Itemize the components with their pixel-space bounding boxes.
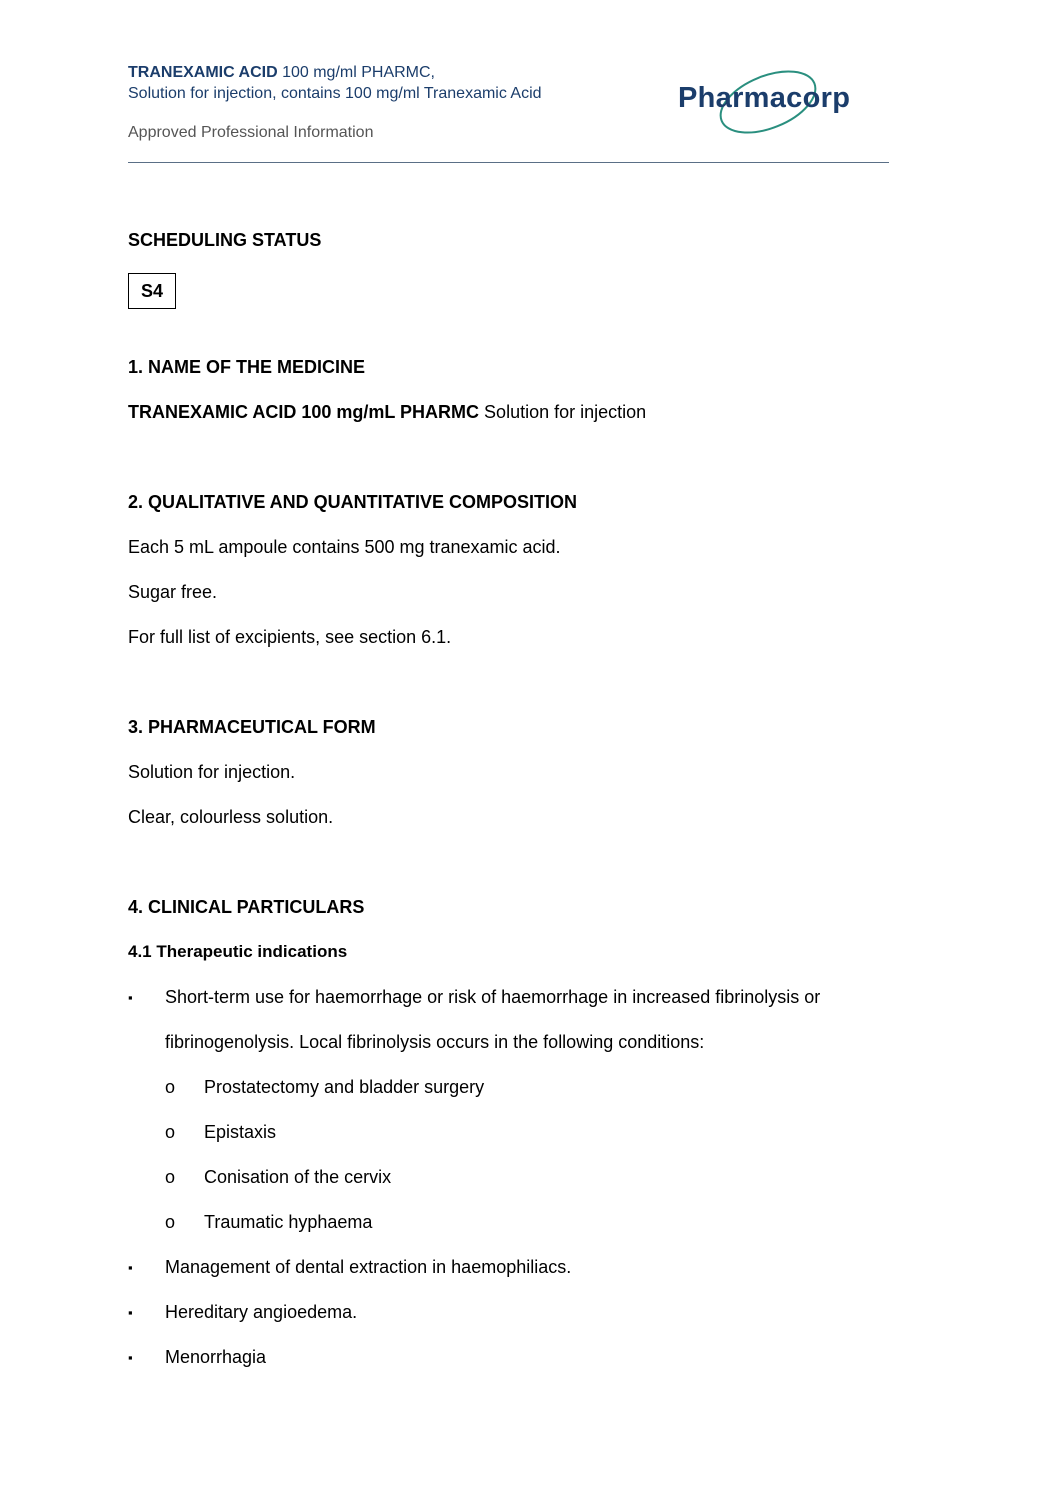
sub-bullet-marker: o bbox=[165, 1167, 176, 1187]
section-4-heading: 4. CLINICAL PARTICULARS bbox=[128, 897, 365, 917]
composition-line: For full list of excipients, see section 6.1. bbox=[128, 627, 452, 647]
composition-line: Each 5 mL ampoule contains 500 mg tranexamic acid. bbox=[128, 537, 561, 557]
medicine-name-bold: TRANEXAMIC ACID 100 mg/mL PHARMC bbox=[128, 402, 480, 422]
bullet-marker: ▪ bbox=[128, 1350, 133, 1365]
bullet-marker: ▪ bbox=[128, 1260, 133, 1275]
header-divider bbox=[128, 162, 889, 163]
indication-item: Menorrhagia bbox=[165, 1347, 267, 1367]
section-3-heading: 3. PHARMACEUTICAL FORM bbox=[128, 717, 376, 737]
section-4-1-subheading: 4.1 Therapeutic indications bbox=[128, 942, 348, 961]
header-subtitle: Solution for injection, contains 100 mg/ml Tranexamic Acid bbox=[128, 85, 542, 102]
bullet-marker: ▪ bbox=[128, 1305, 133, 1320]
indication-item: Hereditary angioedema. bbox=[165, 1302, 358, 1322]
condition-list-item: Traumatic hyphaema bbox=[204, 1212, 373, 1232]
header-title-rest: 100 mg/ml PHARMC, bbox=[277, 64, 435, 81]
condition-list-item: Epistaxis bbox=[204, 1122, 277, 1142]
page-header bbox=[128, 62, 888, 162]
header-title-bold: TRANEXAMIC ACID bbox=[128, 64, 278, 81]
sub-bullet-marker: o bbox=[165, 1077, 176, 1097]
header-approved-label: Approved Professional Information bbox=[128, 124, 374, 141]
scheduling-status-heading: SCHEDULING STATUS bbox=[128, 230, 322, 250]
sub-bullet-marker: o bbox=[165, 1122, 176, 1142]
form-line: Solution for injection. bbox=[128, 762, 296, 782]
form-line: Clear, colourless solution. bbox=[128, 807, 334, 827]
section-1-heading: 1. NAME OF THE MEDICINE bbox=[128, 357, 366, 377]
condition-list-item: Conisation of the cervix bbox=[204, 1167, 392, 1187]
condition-list-item: Prostatectomy and bladder surgery bbox=[204, 1077, 485, 1097]
header-title bbox=[128, 64, 435, 82]
indication-item-line: fibrinogenolysis. Local fibrinolysis occurs in the following conditions: bbox=[165, 1032, 705, 1052]
section-2-heading: 2. QUALITATIVE AND QUANTITATIVE COMPOSITION bbox=[128, 492, 577, 512]
bullet-marker: ▪ bbox=[128, 990, 133, 1005]
medicine-name bbox=[128, 401, 646, 423]
schedule-status-box: S4 bbox=[128, 273, 176, 309]
pharmacorp-logo bbox=[676, 66, 866, 136]
composition-line: Sugar free. bbox=[128, 582, 218, 602]
logo-wordmark: Pharmacorp bbox=[678, 82, 851, 114]
indication-item-line: Short-term use for haemorrhage or risk of haemorrhage in increased fibrinolysis or bbox=[165, 987, 821, 1007]
sub-bullet-marker: o bbox=[165, 1212, 176, 1232]
medicine-name-rest: Solution for injection bbox=[479, 402, 647, 422]
indication-item: Management of dental extraction in haemophiliacs. bbox=[165, 1257, 572, 1277]
